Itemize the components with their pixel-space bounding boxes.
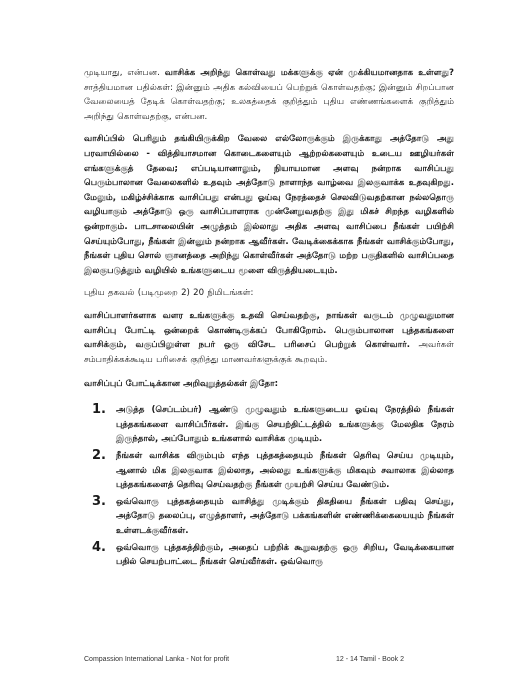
instructions-list — [84, 403, 454, 570]
question-text: வாசிக்க அறிந்து கொள்வது மக்களுக்கு ஏன் முக்கியமானதாக உள்ளது? — [164, 68, 455, 78]
list-item — [92, 449, 454, 493]
paragraph-possible-answers — [84, 66, 454, 124]
list-item-text: அடுத்த (செப்டம்பர்) ஆண்டு முழுவதும் உங்களுடைய ஓய்வு நேரத்தில் நீங்கள் புத்தகங்களை வாசிப்பீர்கள். இங்கு செயற்திட்டத்தில் உங்களுக்கு மேலதிக நேரம் இருந்தால், அப்போதும் உங்களால் வாசிக்க முடியும். — [116, 405, 454, 445]
paragraph-competition-intro — [84, 309, 454, 367]
list-number: 1. — [92, 402, 106, 418]
list-item-text: ஒவ்வொரு புத்தகத்தையும் வாசித்து முடிக்கும் திகதியை நீங்கள் பதிவு செய்து, அத்தோடு தலைப்பு, எழுத்தாளர், அத்தோடு பக்கங்களின் எண்ணிக்கையையும் நீங்கள் உள்ளடக்குவீர்கள். — [116, 496, 454, 537]
list-item-text: நீங்கள் வாசிக்க விரும்பும் எந்த புத்தகத்தையும் நீங்கள் தெரிவு செய்ய முடியும், ஆனால் மிக இலகுவாக இல்லாத, அல்லது உங்களுக்கு மிகவும் சவாலாக இல்லாத புத்தகங்களைத் தெரிவு செய்வதற்கு நீங்கள் முயற்சி செய்ய வேண்டும். — [116, 451, 454, 491]
list-number: 2. — [92, 448, 106, 464]
paragraph-reading-benefits: வாசிப்பில் பெரிதும் தங்கியிருக்கிற வேலை எல்லோருக்கும் இருக்காது அத்தோடு அது பரவாயில்லை - வித்தியாசமான கொடைகளையும் ஆற்றல்களையும் உடைய ஊழியர்கள் எங்களுக்குத் தேவை; எப்படியானாலும், நியாயமான அளவு நன்றாக வாசிப்பது பெரும்பாலான வேலைகளில் உதவும் அத்தோடு நாளாந்த வாழ்வை இலகுவாக்க உதவுகிறது. மேலும், மகிழ்ச்சிக்காக வாசிப்பது என்பது ஓய்வு நேரத்தைச் செலவிடுவதற்கான நல்லதொரு வழியாகும் அத்தோடு ஒரு வாசிப்பாளராக முன்னேறுவதற்கு இது மிகச் சிறந்த வழிகளில் ஒன்றாகும். பாடசாலையின் அழுத்தம் இல்லாது அதிக அளவு வாசிப்பை நீங்கள் பயிற்சி செய்யும்போது, நீங்கள் இன்னும் நன்றாக ஆவீர்கள். வேடிக்கைக்காக நீங்கள் வாசிக்கும்போது, நீங்கள் புதிய சொல் ஞானத்தை அறிந்து கொள்வீர்கள் அத்தோடு மற்ற பகுதிகளில் வாசிப்பதை இலகுபடுத்தும் வழியில் உங்களுடைய மூளை விருத்தியடையும். — [84, 134, 455, 276]
answer-text: சாத்தியமான பதில்கள்: இன்னும் அதிக கல்வியைப் பெற்றுக் கொள்வதற்கு; இன்னும் சிறப்பான வேலையைத் தேடிக் கொள்வதற்கு; உலகத்தைக் குறித்தும் புதிய எண்ணங்களைக் குறித்தும் அறிந்து கொள்வதற்கு, என்பன. — [84, 82, 454, 122]
list-number: 3. — [92, 493, 106, 509]
list-number: 4. — [92, 539, 106, 555]
footer-organization: Compassion International Lanka - Not for profit — [84, 656, 230, 663]
section-new-information: புதிய தகவல் (படிமுறை 2) 20 நிமிடங்கள்: — [84, 288, 254, 299]
list-item — [92, 403, 454, 447]
competition-note: அவர்கள் சம்பாதிக்கக்கூடிய பரிசைக் குறித்து மாணவர்களுக்குக் கூறவும். — [84, 340, 455, 365]
list-item — [92, 495, 454, 539]
page-content — [84, 66, 454, 572]
list-item-text: ஒவ்வொரு புத்தகத்திற்கும், அதைப் பற்றிக் கூறுவதற்கு ஒரு சிறிய, வேடிக்கையான பதில் செயற்பாட்டை நீங்கள் செய்வீர்கள். ஒவ்வொரு — [116, 542, 454, 568]
competition-announcement: வாசிப்பாளர்களாக வளர உங்களுக்கு உதவி செய்வதற்கு, நாங்கள் வருடம் முழுவதுமான வாசிப்பு போட்டி ஒன்றைக் கொண்டிருக்கப் போகிறோம். பெரும்பாலான புத்தகங்களை வாசிக்கும், வகுப்பிலுள்ள நபர் ஒரு விசேட பரிசைப் பெற்றுக் கொள்வார். — [84, 310, 454, 351]
instructions-heading: வாசிப்புப் போட்டிக்கான அறிவுறுத்தல்கள் இதோ: — [84, 379, 279, 390]
paragraph-lead: முடியாது, என்பன. — [84, 68, 165, 78]
footer-page-info: 12 - 14 Tamil - Book 2 — [336, 656, 404, 663]
list-item — [92, 541, 454, 570]
